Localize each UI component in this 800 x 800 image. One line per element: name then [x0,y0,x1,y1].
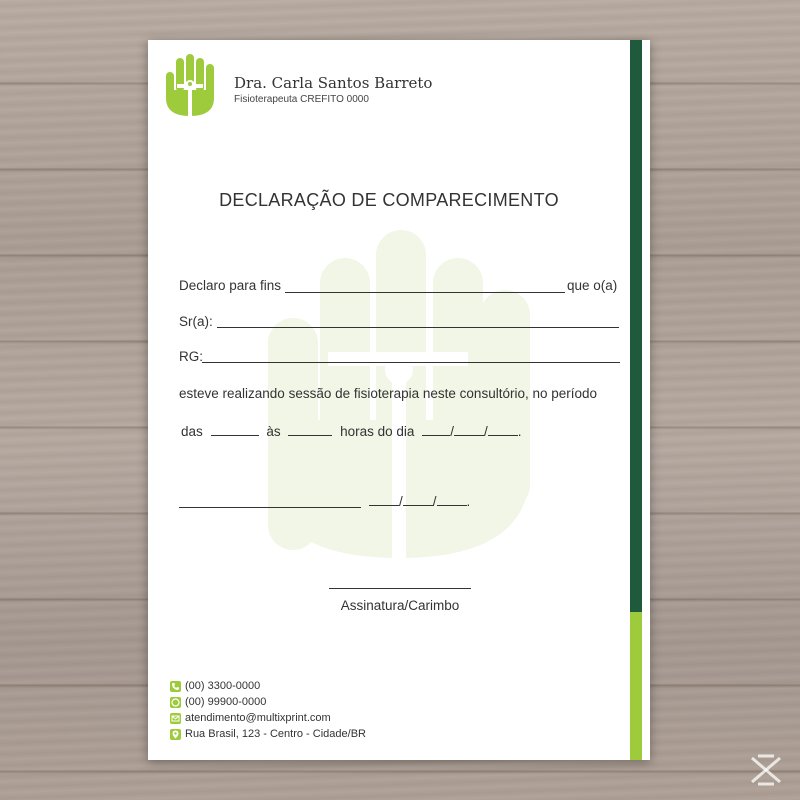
doctor-credential: Fisioterapeuta CREFITO 0000 [234,94,369,105]
declaration-sheet [148,40,650,760]
signature-label: Assinatura/Carimbo [340,598,460,613]
year-field[interactable] [488,423,518,436]
date-separator: / [432,494,437,509]
contact-phone[interactable] [170,680,260,692]
signing-date-line [369,493,470,509]
doctor-name: Dra. Carla Santos Barreto [234,74,433,92]
accent-bar-light [630,612,642,760]
line1-start-text: Declaro para fins [179,278,282,293]
end-time-field[interactable] [288,423,332,436]
multix-brand-mark-icon [746,752,786,788]
contact-address[interactable] [170,728,366,740]
document-title: DECLARAÇÃO DE COMPARECIMENTO [219,190,559,210]
session-statement-text: esteve realizando sessão de fisioterapia neste consultório, no período [179,386,598,401]
month-field[interactable] [454,423,484,436]
from-label: das [181,424,203,439]
rg-label: RG: [179,349,204,364]
day-field[interactable] [422,423,450,436]
sign-day-field[interactable] [369,493,399,506]
phone-icon [170,681,181,692]
date-end: . [517,424,522,439]
sign-month-field[interactable] [403,493,433,506]
accent-bar-dark [630,40,642,612]
name-field-line[interactable] [217,327,619,328]
contact-email[interactable] [170,712,331,724]
date-separator: / [450,424,454,439]
contact-text: atendimento@multixprint.com [185,712,331,724]
line1-end-text: que o(a) [567,278,618,293]
contact-text: (00) 3300-0000 [185,680,261,692]
start-time-field[interactable] [211,423,259,436]
contact-text: (00) 99900-0000 [185,696,267,708]
contact-whatsapp[interactable] [170,696,266,708]
sign-year-field[interactable] [437,493,467,506]
purpose-field-line[interactable] [285,292,565,293]
date-end: . [466,494,471,509]
rg-field-line[interactable] [202,362,620,363]
schedule-line [181,423,521,439]
email-icon [170,713,181,724]
location-pin-icon [170,729,181,740]
name-label: Sr(a): [179,314,213,329]
whatsapp-icon [170,697,181,708]
to-label: às [266,424,281,439]
hand-logo-icon [164,54,216,116]
date-separator: / [483,424,488,439]
day-label: horas do dia [340,424,415,439]
contact-text: Rua Brasil, 123 - Centro - Cidade/BR [185,728,366,740]
date-separator: / [399,494,403,509]
place-field-line[interactable] [179,507,361,508]
signature-line[interactable] [329,588,471,589]
